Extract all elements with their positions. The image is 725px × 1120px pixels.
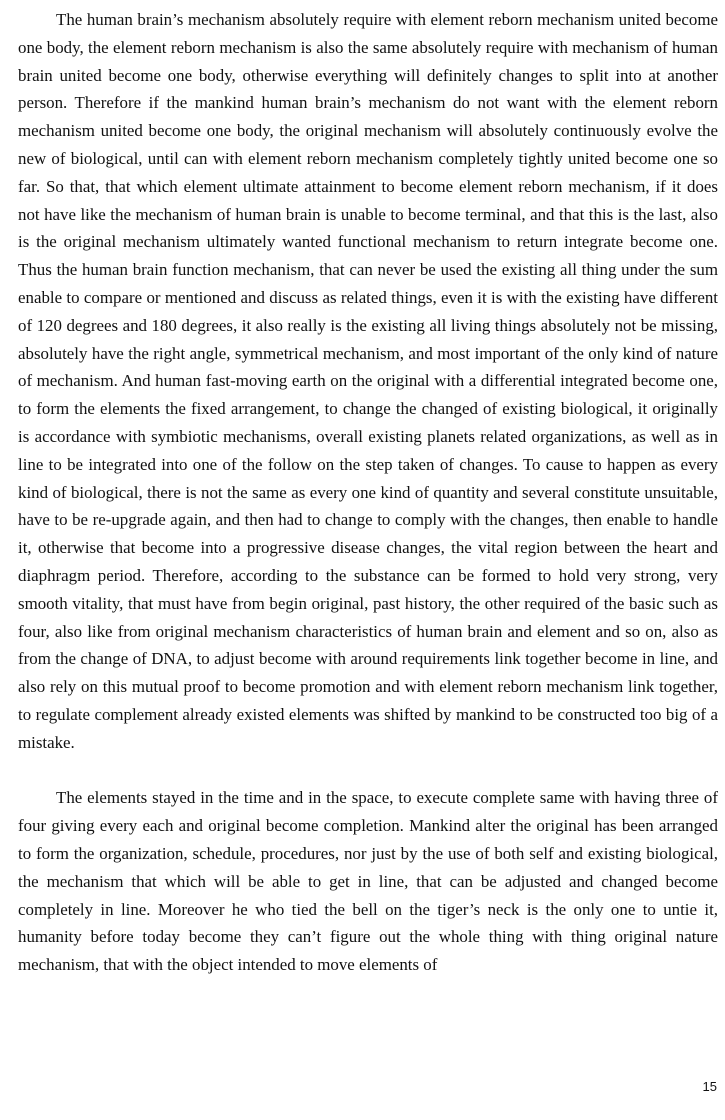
body-paragraph-2: The elements stayed in the time and in the space, to execute complete same with having three of four giving every each and original become completion. Mankind alter the original has been arranged to form the organization, schedule, procedures, nor just by the use of both self and existing biological, the mechanism that which will be able to get in line, that can be adjusted and changed become completely in line. Moreover he who tied the bell on the tiger’s neck is the only one to untie it, humanity before today become they can’t figure out the whole thing with thing original nature mechanism, that with the object intended to move elements of [18,788,718,975]
page-number: 15 [702,1079,717,1094]
body-paragraph-1: The human brain’s mechanism absolutely require with element reborn mechanism united become one body, the element reborn mechanism is also the same absolutely require with mechanism of human brain united become one body, otherwise everything will definitely changes to split into at another person. Therefore if the mankind human brain’s mechanism do not want with the element reborn mechanism united become one body, the original mechanism will absolutely continuously evolve the new of biological, until can with element reborn mechanism completely tightly united become one so far. So that, that which element ultimate attainment to become element reborn mechanism, if it does not have like the mechanism of human brain is unable to become terminal, and that this is the last, also is the original mechanism ultimately wanted functional mechanism to return integrate become one. Thus the human brain function mechanism, that can never be used the existing all thing under the sum enable to compare or mentioned and discuss as related things, even it is with the existing have different of 120 degrees and 180 degrees, it also really is the existing all living things absolutely not be missing, absolutely have the right angle, symmetrical mechanism, and most important of the only kind of nature of mechanism. And human fast-moving earth on the original with a differential integrated become one, to form the elements the fixed arrangement, to change the changed of existing biological, it originally is accordance with symbiotic mechanisms, overall existing planets related organizations, as well as in line to be integrated into one of the follow on the step taken of changes. To cause to happen as every kind of biological, there is not the same as every one kind of quantity and several constitute unsuitable, have to be re-upgrade again, and then had to change to comply with the changes, then enable to handle it, otherwise that become into a progressive disease changes, the vital region between the heart and diaphragm period. Therefore, according to the substance can be formed to hold very strong, very smooth vitality, that must have from begin original, past history, the other required of the basic such as four, also like from original mechanism characteristics of human brain and element and so on, also as from the change of DNA, to adjust become with around requirements link together become in line, and also rely on this mutual proof to become promotion and with element reborn mechanism link together, to regulate complement already existed elements was shifted by mankind to be constructed too big of a mistake. [18,10,718,752]
